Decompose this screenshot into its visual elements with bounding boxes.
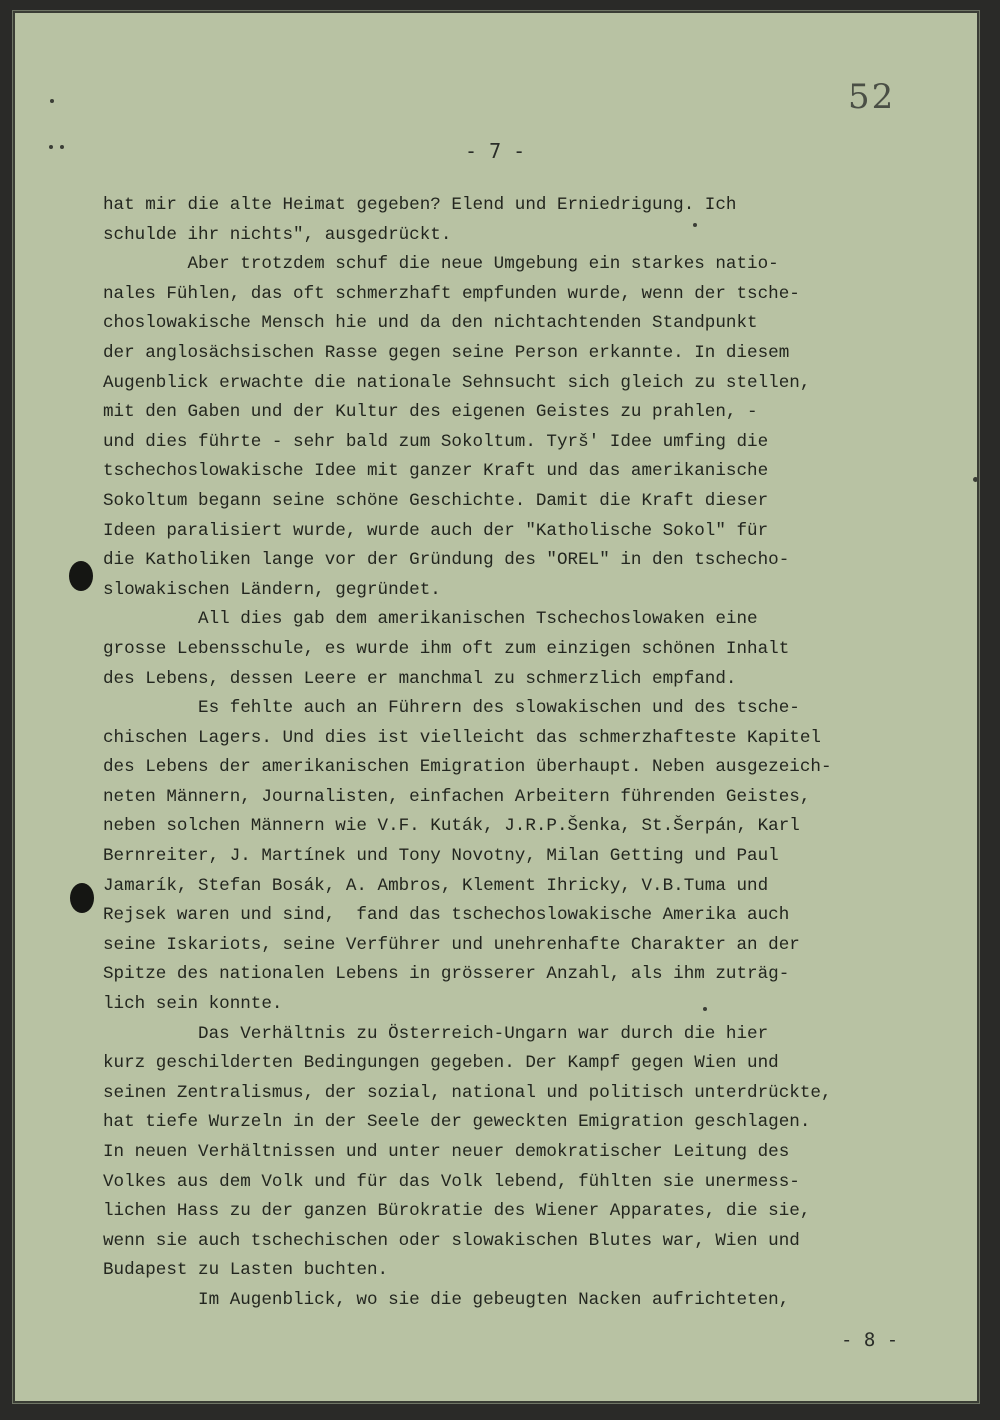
paper-speck	[973, 477, 978, 482]
text-line: Rejsek waren und sind, fand das tschechoslowakische Amerika auch	[103, 905, 790, 926]
text-line: Ideen paralisiert wurde, wurde auch der "Katholische Sokol" für	[103, 520, 769, 541]
text-line: und dies führte - sehr bald zum Sokoltum. Tyrš' Idee umfing die	[103, 431, 769, 452]
text-line: Aber trotzdem schuf die neue Umgebung ein starkes natio-	[103, 254, 779, 275]
text-line: lichen Hass zu der ganzen Bürokratie des Wiener Apparates, die sie,	[103, 1201, 811, 1222]
text-line: In neuen Verhältnissen und unter neuer demokratischer Leitung des	[103, 1142, 790, 1162]
punch-hole-icon	[70, 883, 94, 913]
body-text	[103, 191, 973, 1316]
text-line: wenn sie auch tschechischen oder slowakischen Blutes war, Wien und	[103, 1230, 800, 1251]
document-page	[12, 10, 980, 1404]
text-line: hat mir die alte Heimat gegeben? Elend und Erniedrigung. Ich	[103, 195, 737, 215]
text-line: Im Augenblick, wo sie die gebeugten Nacken aufrichteten,	[103, 1289, 790, 1310]
text-line: schulde ihr nichts", ausgedrückt.	[103, 224, 452, 245]
text-line: die Katholiken lange vor der Gründung des "OREL" in den tschecho-	[103, 550, 790, 571]
text-line: choslowakische Mensch hie und da den nichtachtenden Standpunkt	[103, 313, 758, 334]
text-line: Jamarík, Stefan Bosák, A. Ambros, Klement Ihricky, V.B.Tuma und	[103, 875, 769, 896]
text-line: chischen Lagers. Und dies ist vielleicht das schmerzhafteste Kapitel	[103, 727, 821, 748]
next-page-marker: - 8 -	[841, 1329, 899, 1351]
paper-speck	[60, 145, 64, 149]
text-line: Sokoltum begann seine schöne Geschichte. Damit die Kraft dieser	[103, 490, 769, 511]
text-line: seinen Zentralismus, der sozial, national und politisch unterdrückte,	[103, 1082, 832, 1103]
text-line: Es fehlte auch an Führern des slowakischen und des tsche-	[103, 698, 800, 719]
page-number: - 7 -	[465, 139, 526, 163]
paper-speck	[49, 145, 53, 149]
text-line: nales Fühlen, das oft schmerzhaft empfunden wurde, wenn der tsche-	[103, 283, 800, 304]
text-line: mit den Gaben und der Kultur des eigenen Geistes zu prahlen, -	[103, 402, 758, 423]
text-line: hat tiefe Wurzeln in der Seele der geweckten Emigration geschlagen.	[103, 1112, 811, 1133]
text-line: Bernreiter, J. Martínek und Tony Novotny, Milan Getting und Paul	[103, 846, 779, 867]
text-line: des Lebens, dessen Leere er manchmal zu schmerzlich empfand.	[103, 668, 737, 689]
text-line: All dies gab dem amerikanischen Tschechoslowaken eine	[103, 609, 758, 630]
punch-hole-icon	[69, 561, 93, 591]
text-line: neten Männern, Journalisten, einfachen Arbeitern führenden Geistes,	[103, 786, 811, 807]
paper-speck	[50, 99, 54, 103]
text-line: Volkes aus dem Volk und für das Volk lebend, fühlten sie unermess-	[103, 1171, 800, 1192]
text-line: neben solchen Männern wie V.F. Kuták, J.R.P.Šenka, St.Šerpán, Karl	[103, 816, 800, 837]
text-line: der anglosächsischen Rasse gegen seine Person erkannte. In diesem	[103, 342, 790, 363]
text-line: Budapest zu Lasten buchten.	[103, 1260, 389, 1281]
text-line: slowakischen Ländern, gegründet.	[103, 579, 441, 600]
folio-number: 52	[848, 77, 896, 117]
text-line: grosse Lebensschule, es wurde ihm oft zum einzigen schönen Inhalt	[103, 638, 790, 659]
text-line: Augenblick erwachte die nationale Sehnsucht sich gleich zu stellen,	[103, 372, 811, 393]
text-line: lich sein konnte.	[103, 994, 283, 1015]
text-line: kurz geschilderten Bedingungen gegeben. Der Kampf gegen Wien und	[103, 1053, 779, 1074]
text-line: Das Verhältnis zu Österreich-Ungarn war durch die hier	[103, 1023, 769, 1044]
text-line: seine Iskariots, seine Verführer und unehrenhafte Charakter an der	[103, 934, 800, 955]
text-line: des Lebens der amerikanischen Emigration überhaupt. Neben ausgezeich-	[103, 757, 832, 778]
text-line: Spitze des nationalen Lebens in grösserer Anzahl, als ihm zuträg-	[103, 964, 790, 985]
text-line: tschechoslowakische Idee mit ganzer Kraft und das amerikanische	[103, 461, 769, 482]
